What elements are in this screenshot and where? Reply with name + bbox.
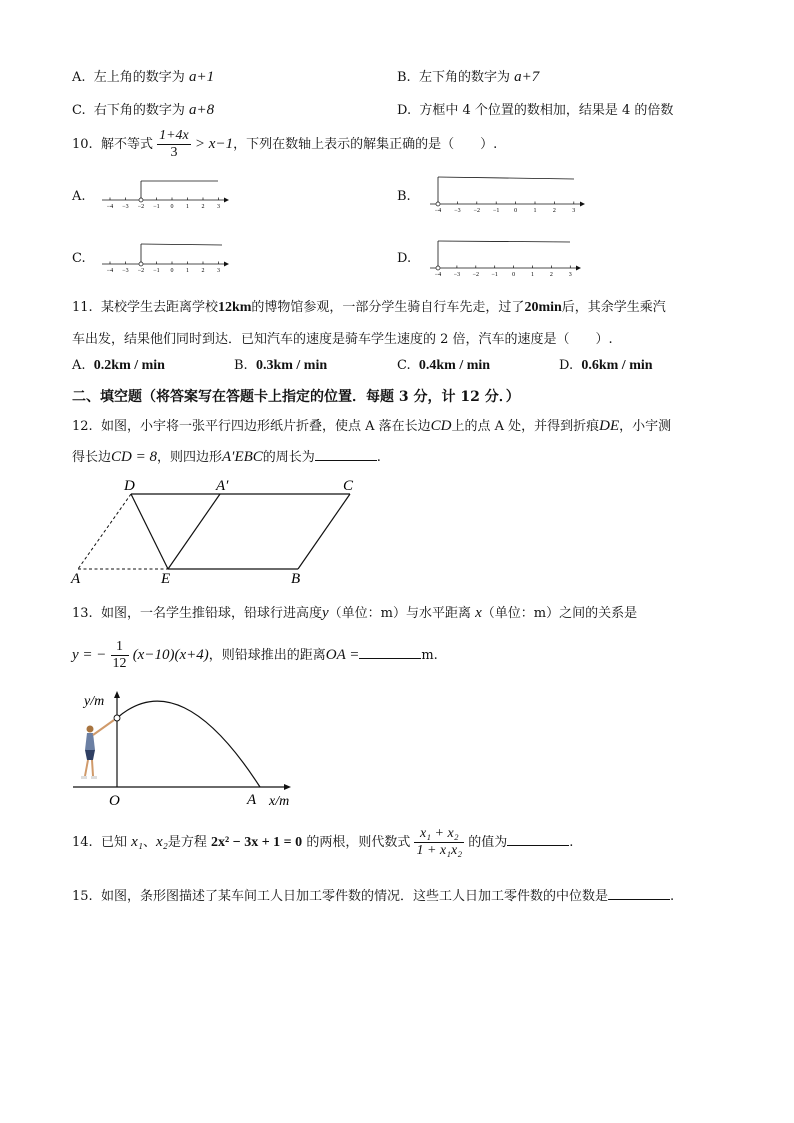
number-line-b <box>428 172 586 214</box>
option-label: D. <box>397 103 412 118</box>
math-equation: CD = 8 <box>111 449 157 465</box>
label-c: C <box>343 478 354 494</box>
tick-label: 2 <box>552 208 556 214</box>
label-b: B <box>291 571 301 587</box>
question-text: 得长边 <box>72 450 112 465</box>
option-value: 0.2km / min <box>93 358 165 373</box>
q11-stem-line2: 车出发，结果他们同时到达．已知汽车的速度是骑车学生速度的 2 倍，汽车的速度是（ ）. <box>72 332 613 347</box>
tick-label: −2 <box>473 208 480 214</box>
q11-stem-line1 <box>72 296 666 316</box>
question-text: 是方程 <box>167 835 207 850</box>
question-text: ，则铅球推出的距离 <box>208 648 326 663</box>
q11-option-a <box>72 358 165 374</box>
separator: 、 <box>142 835 156 850</box>
q12-stem-line1 <box>72 415 671 435</box>
unit-text: m. <box>421 648 438 663</box>
tick-label: −3 <box>122 268 129 274</box>
tick-label: −4 <box>106 268 114 274</box>
tick-label: −3 <box>454 208 461 214</box>
tick-label: −4 <box>106 204 114 210</box>
tick-label: −4 <box>434 272 442 278</box>
inequality-fraction <box>157 128 191 161</box>
math-variable: y <box>321 605 329 621</box>
section-heading: 二、填空题（将答案写在答题卡上指定的位置．每题 3 分，计 12 分．） <box>72 389 520 405</box>
number-line-d <box>428 236 583 278</box>
tick-label: −3 <box>122 204 129 210</box>
shotput-graph <box>70 688 300 810</box>
question-text: 如图，小宇将一张平行四边形纸片折叠，使点 A 落在长边 <box>100 419 431 434</box>
option-label: B. <box>397 70 411 85</box>
q15-stem <box>72 885 674 904</box>
q12-stem-line2 <box>72 446 381 466</box>
question-text: 已知 <box>100 835 127 850</box>
math-variable: x₂ <box>156 834 168 850</box>
math-segment: DE <box>599 418 620 434</box>
label-d: D <box>124 478 135 494</box>
q10-option-b-label: B. <box>397 189 411 204</box>
tick-label: −2 <box>472 272 479 278</box>
tick-label: −1 <box>153 268 160 274</box>
question-text: 解不等式 <box>100 137 153 152</box>
question-number: 10. <box>72 137 93 152</box>
q11-option-c <box>397 358 490 374</box>
question-text: 的两根，则代数式 <box>306 835 411 850</box>
option-text: 方框中 4 个位置的数相加，结果是 4 的倍数 <box>419 103 674 118</box>
tick-label: 0 <box>170 268 174 274</box>
tick-label: 1 <box>186 204 189 210</box>
math-variable: x <box>475 605 482 621</box>
student-figure <box>81 720 114 779</box>
x-axis-label: x/m <box>269 794 290 809</box>
question-text: 的周长为 <box>262 450 315 465</box>
tick-label: −2 <box>137 268 145 274</box>
answer-blank[interactable] <box>507 833 569 846</box>
tick-label: 1 <box>531 272 534 278</box>
question-number: 12. <box>72 419 93 434</box>
tick-label: 3 <box>217 204 220 210</box>
question-text: 后，其余学生乘汽 <box>561 300 666 315</box>
option-value: 0.6km / min <box>581 358 653 373</box>
fraction-denominator: 1 + x₁x₂ <box>416 843 463 858</box>
fraction-denominator: 12 <box>112 656 127 671</box>
tick-label: −2 <box>137 204 145 210</box>
y-axis-label: y/m <box>84 694 105 709</box>
q9-option-a <box>72 66 214 86</box>
q10-option-a-label: A. <box>72 189 86 204</box>
distance-value: 12km <box>217 300 252 315</box>
time-value: 20min <box>524 300 562 315</box>
label-a: A <box>71 571 81 587</box>
math-equation: 2x² − 3x + 1 = 0 <box>211 835 303 850</box>
punctuation: . <box>669 889 675 904</box>
tick-label: −4 <box>434 208 442 214</box>
option-label: C. <box>72 103 86 118</box>
q14-stem <box>72 826 573 859</box>
equation-fraction <box>111 639 129 672</box>
expression-fraction <box>414 826 464 859</box>
punctuation: . <box>569 835 574 850</box>
option-math: a+7 <box>514 69 540 85</box>
question-text: 如图，条形图描述了某车间工人日加工零件数的情况．这些工人日加工零件数的中位数是 <box>100 889 608 904</box>
math-variable: x₁ <box>131 834 143 850</box>
option-label: B. <box>234 358 248 373</box>
q9-option-c <box>72 99 214 119</box>
parallelogram-figure <box>68 476 368 588</box>
q11-option-d <box>559 358 653 374</box>
q10-option-c-label: C. <box>72 251 86 266</box>
option-value: 0.4km / min <box>418 358 491 373</box>
option-label: C. <box>397 358 411 373</box>
tick-label: 3 <box>572 208 576 214</box>
fraction-numerator: x₁ + x₂ <box>414 826 464 843</box>
question-text: （单位：m）之间的关系是 <box>481 606 638 621</box>
tick-label: −1 <box>491 272 498 278</box>
option-text: 左下角的数字为 <box>418 70 510 85</box>
tick-label: 3 <box>217 268 220 274</box>
option-value: 0.3km / min <box>255 358 328 373</box>
label-e: E <box>161 571 171 587</box>
tick-label: 2 <box>201 268 205 274</box>
tick-label: −1 <box>493 208 500 214</box>
option-label: A. <box>72 70 86 85</box>
origin-label: O <box>109 793 120 809</box>
tick-label: 3 <box>568 272 572 278</box>
point-a-label: A <box>247 792 257 808</box>
math-quadrilateral: A′EBC <box>222 449 263 465</box>
question-number: 14. <box>72 835 93 850</box>
option-math: a+8 <box>189 102 215 118</box>
q9-option-d <box>397 99 673 118</box>
q10-stem <box>72 128 497 161</box>
fraction-denominator: 3 <box>170 145 178 160</box>
tick-label: 2 <box>549 272 553 278</box>
question-number: 11. <box>72 300 93 315</box>
question-number: 15. <box>72 889 93 904</box>
question-text: ，小宇测 <box>619 419 672 434</box>
tick-label: 0 <box>514 208 518 214</box>
number-line-c <box>100 238 230 274</box>
tick-label: 1 <box>533 208 537 214</box>
inequality-relation: > x−1 <box>194 136 234 152</box>
punctuation: . <box>376 450 381 465</box>
option-text: 右下角的数字为 <box>93 103 185 118</box>
option-label: A. <box>72 358 86 373</box>
number-line-a <box>100 174 230 210</box>
tick-label: 0 <box>170 204 174 210</box>
tick-label: 0 <box>512 272 516 278</box>
fraction-numerator: 1+4x <box>159 128 189 143</box>
q11-option-b <box>234 358 327 374</box>
tick-label: −3 <box>453 272 461 278</box>
option-math: a+1 <box>188 69 215 85</box>
tick-label: 2 <box>201 204 205 210</box>
q10-option-d-label: D. <box>397 251 412 266</box>
q13-stem-line1 <box>72 602 637 622</box>
answer-blank[interactable] <box>315 448 377 461</box>
question-text: 某校学生去距离学校 <box>100 300 218 315</box>
option-text: 左上角的数字为 <box>93 70 185 85</box>
math-segment: OA = <box>325 647 360 663</box>
q9-option-b <box>397 66 539 86</box>
question-text: （单位：m）与水平距离 <box>328 606 471 621</box>
label-a-prime: A′ <box>216 478 229 494</box>
question-text: ，下列在数轴上表示的解集正确的是（ ）. <box>233 137 498 152</box>
fraction-numerator: 1 <box>111 639 129 656</box>
equation-left: y = − <box>72 647 107 663</box>
tick-label: 1 <box>186 268 189 274</box>
math-segment: CD <box>430 418 452 434</box>
question-text: 的值为 <box>468 835 508 850</box>
equation-right: (x−10)(x+4) <box>132 647 209 663</box>
tick-label: −1 <box>153 204 160 210</box>
question-text: 上的点 A 处，并得到折痕 <box>451 419 600 434</box>
question-text: 如图，一名学生推铅球，铅球行进高度 <box>100 606 322 621</box>
answer-blank[interactable] <box>608 887 670 900</box>
answer-blank[interactable] <box>359 646 421 659</box>
question-text: 的博物馆参观，一部分学生骑自行车先走，过了 <box>251 300 525 315</box>
q13-stem-line2 <box>72 639 438 672</box>
option-label: D. <box>559 358 574 373</box>
question-text: ，则四边形 <box>156 450 222 465</box>
question-number: 13. <box>72 606 93 621</box>
